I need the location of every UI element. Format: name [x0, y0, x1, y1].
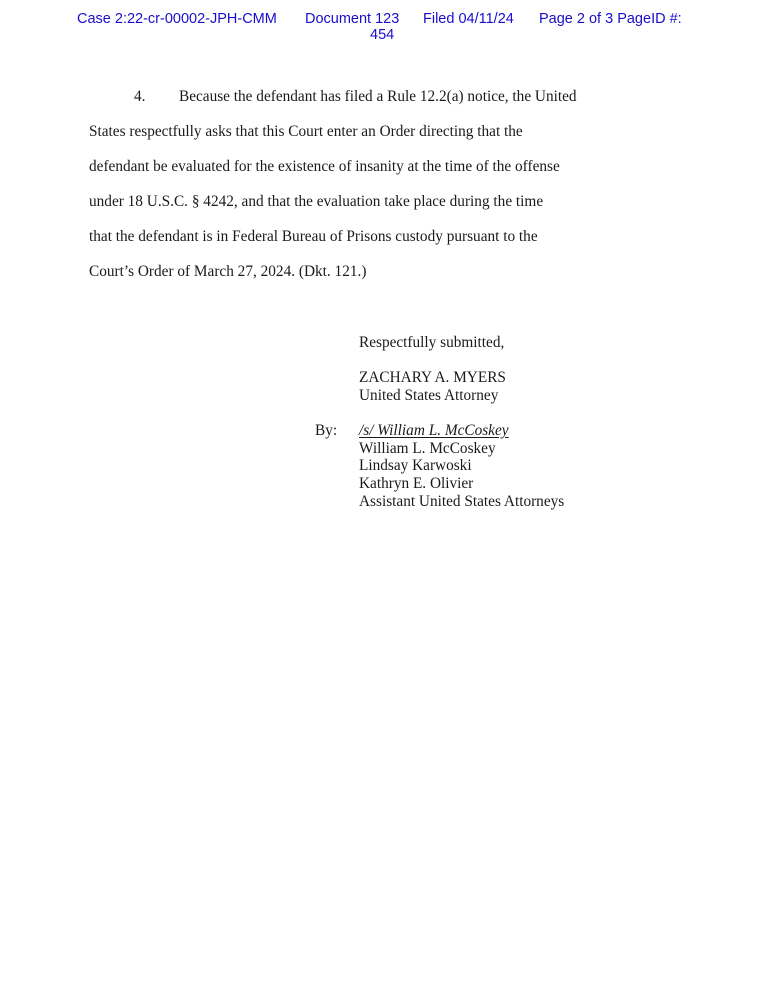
signer-name: William L. McCoskey [359, 440, 496, 457]
paragraph-line-4: under 18 U.S.C. § 4242, and that the evaluation take place during the time [89, 193, 544, 210]
paragraph-number: 4. [134, 88, 146, 105]
signer-name: Kathryn E. Olivier [359, 475, 474, 492]
us-attorney-name: ZACHARY A. MYERS [359, 369, 506, 386]
header-page-info: Page 2 of 3 PageID #: [539, 11, 682, 27]
ecf-filing-header [0, 11, 763, 45]
electronic-signature: /s/ William L. McCoskey [359, 422, 509, 439]
by-label: By: [315, 422, 338, 439]
us-attorney-title: United States Attorney [359, 387, 499, 404]
header-document-number: Document 123 [305, 11, 400, 27]
paragraph-line-2: States respectfully asks that this Court enter an Order directing that the [89, 123, 523, 140]
paragraph-line-1: Because the defendant has filed a Rule 12.2(a) notice, the United [179, 88, 577, 105]
paragraph-line-6: Court’s Order of March 27, 2024. (Dkt. 121.) [89, 263, 367, 280]
header-filed-date: Filed 04/11/24 [423, 11, 514, 27]
paragraph-line-3: defendant be evaluated for the existence of insanity at the time of the offense [89, 158, 560, 175]
signers-title: Assistant United States Attorneys [359, 493, 565, 510]
signer-name: Lindsay Karwoski [359, 457, 472, 474]
closing: Respectfully submitted, [359, 334, 505, 351]
paragraph-line-5: that the defendant is in Federal Bureau of Prisons custody pursuant to the [89, 228, 538, 245]
header-page-id: 454 [370, 27, 395, 43]
header-case-number: Case 2:22-cr-00002-JPH-CMM [77, 11, 277, 27]
